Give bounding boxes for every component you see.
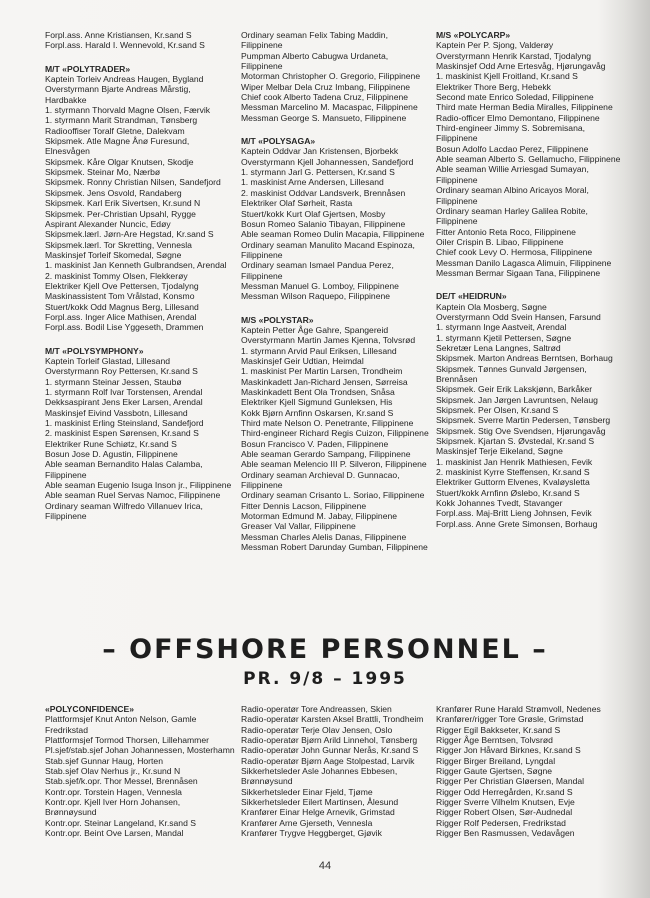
crew-line: Second mate Enrico Soledad, Filippinene bbox=[436, 92, 594, 103]
crew-line: Rigger Jon Håvard Birknes, Kr.sand S bbox=[436, 745, 581, 756]
crew-line: Maskinsjef Torleif Skomedal, Søgne bbox=[45, 249, 182, 260]
crew-line: Overstyrmann Henrik Karstad, Tjodalyng bbox=[436, 50, 592, 61]
crew-line: 2. maskinist Espen Sørensen, Kr.sand S bbox=[45, 428, 199, 439]
crew-line: Elektriker Rune Schiøtz, Kr.sand S bbox=[45, 438, 177, 449]
section-title: «POLYCONFIDENCE» bbox=[45, 704, 134, 714]
crew-line: Ordinary seaman Crisanto L. Soriao, Filippinene bbox=[241, 490, 425, 501]
crew-line: Plattformsjef Knut Anton Nelson, Gamle bbox=[45, 714, 197, 725]
crew-line: Skipsmek.lærl. Tor Skretting, Vennesla bbox=[45, 239, 192, 250]
crew-line: Stab.sjef/k.opr. Thor Messel, Brennåsen bbox=[45, 776, 198, 787]
crew-line: Messman Bermar Sigaan Tana, Filippinene bbox=[436, 267, 601, 278]
crew-line: Overstyrmann Bjarte Andreas Mårstig, bbox=[45, 84, 191, 95]
crew-line: Skipsmek. Sverre Martin Pedersen, Tønsberg bbox=[436, 415, 611, 426]
crew-line: 1. styrmann Rolf Ivar Torstensen, Arendal bbox=[45, 387, 203, 397]
crew-line: 1. maskinist Jan Henrik Mathiesen, Fevik bbox=[436, 456, 593, 467]
crew-line: Dekksaspirant Jens Eker Larsen, Arendal bbox=[45, 397, 203, 408]
crew-line: Kranfører Trygve Heggberget, Gjøvik bbox=[241, 828, 382, 839]
crew-line: Rigger Sverre Vilhelm Knutsen, Evje bbox=[436, 797, 575, 808]
crew-line: Oiler Crispin B. Libao, Filippinene bbox=[436, 236, 564, 247]
crew-line: Bosun Romeo Salanio Tibayan, Filippinene bbox=[241, 218, 406, 229]
crew-line: Rigger Åge Berntsen, Tolvsrød bbox=[436, 735, 553, 746]
crew-line: 1. maskinist Jan Kenneth Gulbrandsen, Arendal bbox=[45, 260, 227, 271]
crew-line: 1. styrmann Kjetil Pettersen, Søgne bbox=[436, 332, 572, 343]
crew-line: Kranfører/rigger Tore Grøsle, Grimstad bbox=[436, 714, 584, 725]
crew-line: Radiooffiser Toralf Gletne, Dalekvam bbox=[45, 125, 185, 136]
crew-line: Kaptein Ola Mosberg, Søgne bbox=[436, 301, 547, 312]
crew-line: Kaptein Per P. Sjong, Valderøy bbox=[436, 40, 554, 51]
crew-line: Able seaman Bernandito Halas Calamba, bbox=[45, 459, 203, 470]
crew-line: Kokk Johannes Tvedt, Stavanger bbox=[436, 498, 563, 509]
crew-line: Bosun Jose D. Agustin, Filippinene bbox=[45, 449, 178, 460]
crew-line: Ordinary seaman Albino Aricayos Moral, bbox=[436, 185, 589, 196]
crew-line: Overstyrmann Odd Svein Hansen, Farsund bbox=[436, 311, 601, 322]
crew-line: Bosun Adolfo Lacdao Perez, Filippinene bbox=[436, 143, 589, 154]
crew-line: Skipsmek. Tønnes Gunvald Jørgensen, bbox=[436, 363, 587, 374]
crew-line: Radio-operatør Bjørn Aage Stolpestad, Larvik bbox=[241, 755, 415, 766]
crew-line: Stuert/kokk Odd Magnus Berg, Lillesand bbox=[45, 301, 199, 312]
section-title: M/S «POLYCARP» bbox=[436, 30, 511, 40]
crew-line: Kaptein Torleif Glastad, Lillesand bbox=[45, 355, 171, 366]
crew-line: Elektriker Kjell Ove Pettersen, Tjodalyng bbox=[45, 280, 199, 291]
offshore-date: PR. 9/8 – 1995 bbox=[243, 669, 407, 689]
crew-line: Filippinene bbox=[436, 174, 478, 185]
crew-line: Plattformsjef Tormod Thorsen, Lillehammer bbox=[45, 735, 209, 746]
crew-line: Elnesvågen bbox=[45, 146, 90, 157]
crew-line: Bosun Francisco V. Paden, Filippinene bbox=[241, 438, 389, 449]
crew-line: Ordinary seaman Archieval D. Gunnacao, bbox=[241, 469, 400, 480]
crew-column-2 bbox=[241, 30, 431, 566]
crew-section bbox=[241, 704, 431, 838]
crew-section bbox=[45, 704, 235, 838]
crew-line: Maskinsjef Eivind Vassbotn, Lillesand bbox=[45, 407, 188, 418]
crew-line: Kontr.opr. Steinar Langeland, Kr.sand S bbox=[45, 817, 196, 828]
crew-line: Filippinene bbox=[436, 216, 478, 227]
crew-line: Filippinene bbox=[241, 270, 283, 281]
crew-line: Stab.sjef Olav Nerhus jr., Kr.sund N bbox=[45, 766, 181, 777]
crew-line: Motorman Christopher O. Gregorio, Filippinene bbox=[241, 71, 421, 82]
crew-line: Maskinsjef Odd Arne Ertesvåg, Hjørungavåg bbox=[436, 61, 606, 72]
crew-line: Skipsmek. Stig Ove Svendsen, Hjørungavåg bbox=[436, 425, 606, 436]
crew-line: Forpl.ass. Harald I. Wennevold, Kr.sand S bbox=[45, 40, 205, 51]
crew-line: Messman Danilo Lagasca Alimuin, Filippinene bbox=[436, 257, 612, 268]
crew-line: Filippinene bbox=[241, 480, 283, 491]
crew-line: Brønnøysund bbox=[45, 807, 97, 818]
crew-line: Sikkerhetsleder Einar Fjeld, Tjøme bbox=[241, 786, 373, 797]
crew-line: Skipsmek. Karl Erik Sivertsen, Kr.sund N bbox=[45, 198, 201, 209]
crew-line: Skipsmek. Kjartan S. Øvstedal, Kr.sand S bbox=[436, 436, 595, 447]
crew-line: Stuert/kokk Arnfinn Øslebo, Kr.sand S bbox=[436, 487, 580, 498]
crew-section bbox=[241, 315, 431, 553]
crew-line: Overstyrmann Kjell Johannessen, Sandefjord bbox=[241, 156, 414, 167]
crew-line: Hardbakke bbox=[45, 94, 87, 105]
crew-line: Brønnøysund bbox=[241, 776, 293, 787]
crew-line: Rigger Egil Bakkseter, Kr.sand S bbox=[436, 724, 561, 735]
crew-line: Kontr.opr. Kjell Iver Horn Johansen, bbox=[45, 797, 181, 808]
crew-line: Skipsmek. Ronny Christian Nilsen, Sandefjord bbox=[45, 177, 221, 188]
crew-line: Fitter Antonio Reta Roco, Filippinene bbox=[436, 226, 576, 237]
crew-line: Maskinkadett Jan-Richard Jensen, Sørreisa bbox=[241, 376, 408, 387]
crew-line: Kranfører Arne Gjerseth, Vennesla bbox=[241, 817, 373, 828]
crew-line: Aspirant Alexander Nuncic, Edøy bbox=[45, 218, 171, 229]
crew-line: Messman Wilson Raquepo, Filippinene bbox=[241, 291, 391, 302]
crew-line: Skipsmek.lærl. Jørn-Are Hegstad, Kr.sand S bbox=[45, 229, 214, 240]
crew-line: Chief cook Levy O. Hermosa, Filippinene bbox=[436, 247, 593, 258]
crew-line: Radio-operatør John Gunnar Nerås, Kr.sand S bbox=[241, 745, 419, 756]
crew-line: Filippinene bbox=[241, 61, 283, 72]
crew-line: 1. maskinist Kjell Froitland, Kr.sand S bbox=[436, 71, 578, 82]
crew-line: Messman Charles Alelis Danas, Filippinene bbox=[241, 531, 407, 542]
crew-line: Kranfører Rune Harald Strømvoll, Nedenes bbox=[436, 704, 601, 714]
crew-line: 1. maskinist Erling Steinsland, Sandefjord bbox=[45, 418, 204, 429]
crew-line: Filippinene bbox=[45, 511, 87, 522]
crew-line: Greaser Val Vallar, Filippinene bbox=[241, 521, 356, 532]
crew-line: 1. styrmann Steinar Jessen, Staubø bbox=[45, 376, 182, 387]
crew-line: Motorman Edmund M. Jabay, Filippinene bbox=[241, 511, 398, 522]
crew-line: Able seaman Alberto S. Gellamucho, Filippinene bbox=[436, 154, 621, 165]
crew-line: Messman Marcelino M. Macaspac, Filippinene bbox=[241, 102, 418, 113]
crew-section bbox=[436, 704, 632, 838]
crew-line: 2. maskinist Oddvar Landsverk, Brennåsen bbox=[241, 187, 406, 198]
crew-line: Stab.sjef Gunnar Haug, Horten bbox=[45, 755, 163, 766]
crew-line: Skipsmek. Marton Andreas Berntsen, Borhaug bbox=[436, 353, 613, 364]
crew-line: Rigger Rolf Pedersen, Fredrikstad bbox=[436, 817, 566, 828]
crew-line: Elektriker Guttorm Elvenes, Kvaløysletta bbox=[436, 477, 590, 488]
crew-line: Kokk Bjørn Arnfinn Oskarsen, Kr.sand S bbox=[241, 407, 394, 418]
crew-line: Sekretær Lena Langnes, Saltrød bbox=[436, 342, 561, 353]
crew-line: Third-engineer Richard Regis Cuizon, Filippinene bbox=[241, 428, 429, 439]
crew-section bbox=[241, 30, 431, 123]
offshore-column-3 bbox=[436, 704, 632, 851]
crew-line: Able seaman Eugenio Isuga Inson jr., Filippinene bbox=[45, 480, 232, 491]
crew-line: Fitter Dennis Lacson, Filippinene bbox=[241, 500, 367, 511]
crew-line: Skipsmek. Geir Erik Lakskjønn, Barkåker bbox=[436, 384, 593, 395]
crew-line: Skipsmek. Jens Osvold, Randaberg bbox=[45, 187, 182, 198]
crew-line: Able seaman Gerardo Sampang, Filippinene bbox=[241, 449, 411, 460]
crew-section bbox=[45, 30, 235, 51]
crew-line: Stuert/kokk Kurt Olaf Gjertsen, Mosby bbox=[241, 208, 386, 219]
crew-line: Radio-operatør Terje Olav Jensen, Oslo bbox=[241, 724, 393, 735]
crew-line: Pl.sjef/stab.sjef Johan Johannessen, Mosterhamn bbox=[45, 745, 235, 756]
crew-line: Ordinary seaman Wilfredo Villanuev Irica, bbox=[45, 500, 203, 511]
crew-line: Ordinary seaman Felix Tabing Maddin, bbox=[241, 30, 388, 40]
crew-line: 1. styrmann Marit Strandman, Tønsberg bbox=[45, 115, 198, 126]
crew-line: 2. maskinist Kyrre Steffensen, Kr.sand S bbox=[436, 467, 590, 478]
crew-section bbox=[45, 346, 235, 522]
crew-line: Sikkerhetsleder Asle Johannes Ebbesen, bbox=[241, 766, 398, 777]
crew-line: Kontr.opr. Beint Ove Larsen, Mandal bbox=[45, 828, 184, 839]
crew-line: 1. maskinist Arne Andersen, Lillesand bbox=[241, 177, 384, 188]
crew-line: Third mate Nelson O. Penetrante, Filippinene bbox=[241, 418, 414, 429]
crew-line: Third mate Herman Bedia Miralles, Filippinene bbox=[436, 102, 613, 113]
crew-line: Skipsmek. Per Olsen, Kr.sand S bbox=[436, 405, 559, 416]
crew-line: Messman Robert Darunday Gumban, Filippinene bbox=[241, 542, 428, 553]
crew-line: Filippinene bbox=[436, 133, 478, 144]
crew-line: Filippinene bbox=[45, 469, 87, 480]
crew-line: Forpl.ass. Anne Kristiansen, Kr.sand S bbox=[45, 30, 192, 40]
crew-line: Rigger Gaute Gjertsen, Søgne bbox=[436, 766, 553, 777]
crew-line: Radio-officer Elmo Demontano, Filippinene bbox=[436, 112, 600, 123]
crew-line: Wiper Melbar Dela Cruz Imbang, Filippinene bbox=[241, 81, 411, 92]
crew-line: Pumpman Alberto Cabugwa Urdaneta, bbox=[241, 50, 389, 61]
offshore-column-2 bbox=[241, 704, 431, 851]
crew-line: Kaptein Petter Åge Gahre, Spangereid bbox=[241, 324, 389, 335]
crew-line: 1. styrmann Jarl G. Pettersen, Kr.sand S bbox=[241, 167, 395, 178]
crew-line: Maskinkadett Bent Ola Trondsen, Snåsa bbox=[241, 387, 395, 397]
crew-line: Kontr.opr. Torstein Hagen, Vennesla bbox=[45, 786, 182, 797]
crew-line: Chief cook Alberto Tadena Cruz, Filippinene bbox=[241, 92, 409, 103]
section-title: M/T «POLYSAGA» bbox=[241, 136, 316, 147]
crew-line: Maskinassistent Tom Vrålstad, Konsmo bbox=[45, 291, 195, 302]
crew-line: Radio-operatør Karsten Aksel Brattli, Trondheim bbox=[241, 714, 424, 725]
crew-line: 2. maskinist Tommy Olsen, Flekkerøy bbox=[45, 270, 188, 281]
crew-line: Elektriker Thore Berg, Hebekk bbox=[436, 81, 551, 92]
crew-section bbox=[241, 136, 431, 302]
crew-line: Messman Manuel G. Lomboy, Filippinene bbox=[241, 280, 399, 291]
crew-line: Forpl.ass. Maj-Britt Lieng Johnsen, Fevik bbox=[436, 508, 592, 519]
offshore-column-1 bbox=[45, 704, 235, 851]
section-title: M/S «POLYSTAR» bbox=[241, 314, 314, 325]
crew-line: Rigger Ben Rasmussen, Vedavågen bbox=[436, 828, 575, 839]
crew-line: Overstyrmann Martin James Kjenna, Tolvsrød bbox=[241, 335, 416, 346]
crew-line: Brennåsen bbox=[436, 374, 478, 384]
crew-line: Third-engineer Jimmy S. Sobremisana, bbox=[436, 123, 586, 134]
crew-line: Overstyrmann Roy Pettersen, Kr.sand S bbox=[45, 366, 198, 377]
offshore-heading: – OFFSHORE PERSONNEL – bbox=[102, 634, 548, 665]
crew-line: Forpl.ass. Bodil Lise Yggeseth, Drammen bbox=[45, 322, 204, 333]
crew-line: Able seaman Ruel Servas Namoc, Filippinene bbox=[45, 490, 221, 501]
crew-line: Fredrikstad bbox=[45, 724, 88, 735]
crew-column-3 bbox=[436, 30, 632, 542]
crew-line: Rigger Robert Olsen, Sør-Audnedal bbox=[436, 807, 573, 818]
crew-line: Elektriker Olaf Sørheit, Rasta bbox=[241, 198, 353, 209]
crew-line: 1. styrmann Inge Aastveit, Arendal bbox=[436, 322, 567, 333]
crew-line: Able seaman Melencio III P. Silveron, Filippinene bbox=[241, 459, 427, 470]
crew-line: Skipsmek. Atle Magne Ånø Furesund, bbox=[45, 136, 190, 147]
crew-line: Kranfører Einar Helge Arnevik, Grimstad bbox=[241, 807, 395, 818]
crew-line: Sikkerhetsleder Eilert Martinsen, Ålesund bbox=[241, 797, 399, 808]
crew-column-1 bbox=[45, 30, 235, 534]
crew-line: Ordinary seaman Harley Galilea Robite, bbox=[436, 205, 588, 216]
section-title: DE/T «HEIDRUN» bbox=[436, 291, 507, 302]
crew-line: 1. styrmann Thorvald Magne Olsen, Færvik bbox=[45, 105, 211, 116]
crew-line: Able seaman Willie Arriesgad Sumayan, bbox=[436, 164, 589, 175]
crew-line: Rigger Odd Herregården, Kr.sand S bbox=[436, 786, 573, 797]
crew-line: Forpl.ass. Anne Grete Simonsen, Borhaug bbox=[436, 518, 598, 529]
crew-line: Messman George S. Mansueto, Filippinene bbox=[241, 112, 407, 123]
crew-line: Able seaman Romeo Dulin Macapia, Filippinene bbox=[241, 229, 425, 240]
crew-line: Maskinsjef Terje Eikeland, Søgne bbox=[436, 446, 563, 457]
crew-line: Ordinary seaman Manulito Macand Espinoza, bbox=[241, 239, 415, 250]
crew-line: Filippinene bbox=[436, 195, 478, 206]
crew-line: Ordinary seaman Ismael Pandua Perez, bbox=[241, 260, 394, 271]
crew-line: Radio-operatør Tore Andreassen, Skien bbox=[241, 704, 392, 714]
section-title: M/T «POLYTRADER» bbox=[45, 63, 131, 74]
crew-line: Kaptein Torleiv Andreas Haugen, Bygland bbox=[45, 74, 204, 85]
crew-line: Forpl.ass. Inger Alice Mathisen, Arendal bbox=[45, 311, 197, 322]
crew-line: Skipsmek. Jan Jørgen Lavruntsen, Nelaug bbox=[436, 394, 598, 405]
crew-line: Skipsmek. Kåre Olgar Knutsen, Skodje bbox=[45, 156, 194, 167]
crew-line: 1. styrmann Arvid Paul Eriksen, Lillesand bbox=[241, 345, 397, 356]
crew-line: Skipsmek. Steinar Mo, Nærbø bbox=[45, 167, 161, 178]
crew-line: Kaptein Oddvar Jan Kristensen, Bjorbekk bbox=[241, 146, 399, 157]
crew-line: Skipsmek. Per-Christian Upsahl, Rygge bbox=[45, 208, 196, 219]
crew-line: Filippinene bbox=[241, 40, 283, 51]
crew-line: 1. maskinist Per Martin Larsen, Trondheim bbox=[241, 366, 403, 377]
crew-line: Filippinene bbox=[241, 249, 283, 260]
crew-section bbox=[436, 30, 632, 278]
crew-section bbox=[45, 64, 235, 333]
crew-line: Elektriker Kjell Sigmund Gunleksen, His bbox=[241, 397, 393, 408]
crew-line: Maskinsjef Geir Udtian, Heimdal bbox=[241, 355, 364, 366]
crew-section bbox=[436, 291, 632, 529]
crew-line: Rigger Per Christian Gløersen, Mandal bbox=[436, 776, 585, 787]
page-number: 44 bbox=[318, 860, 332, 872]
crew-line: Radio-operatør Bjørn Arild Linnehol, Tønsberg bbox=[241, 735, 418, 746]
crew-line: Rigger Birger Breiland, Lyngdal bbox=[436, 755, 556, 766]
section-title: M/T «POLYSYMPHONY» bbox=[45, 345, 144, 356]
